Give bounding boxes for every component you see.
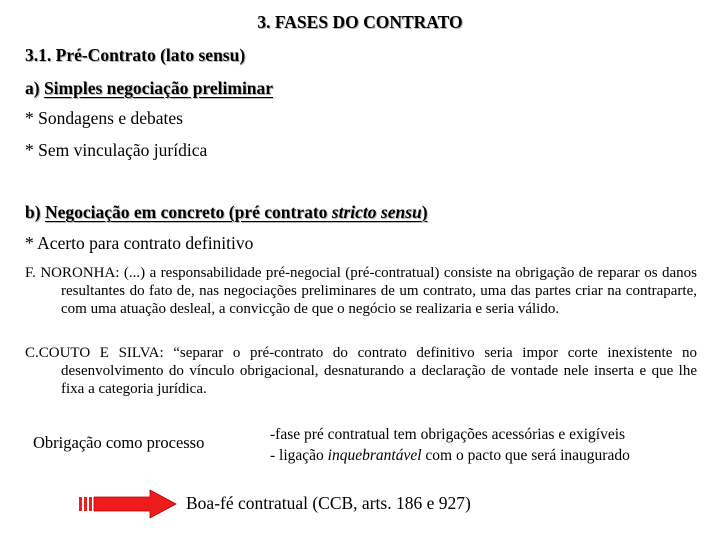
arrow-stripe-2 <box>84 497 87 511</box>
right-arrow-icon <box>78 489 178 519</box>
obrigacao-line-1: -fase pré contratual tem obrigações acessórias e exigíveis <box>270 426 626 443</box>
obrigacao-details <box>270 424 630 466</box>
item-b-title-italic: stricto sensu <box>331 202 422 222</box>
obrigacao-line-2-start: - ligação <box>270 447 328 464</box>
quote-noronha: F. NORONHA: (...) a responsabilidade pré-negocial (pré-contratual) consiste na obrigação de reparar os danos resultantes do fato de, nas negociações preliminares de um contrato, uma das partes criar na contraparte, com uma atuação desleal, a convicção de que o negócio se realizaria e seria válido. <box>25 265 697 317</box>
page-title: 3. FASES DO CONTRATO <box>257 12 463 32</box>
item-b-heading <box>25 202 428 223</box>
obrigacao-line-2-end: com o pacto que será inaugurado <box>421 447 630 464</box>
arrow-body <box>94 490 176 518</box>
boa-fe-text: Boa-fé contratual (CCB, arts. 186 e 927) <box>186 493 471 513</box>
item-a-bullet-2: * Sem vinculação jurídica <box>25 140 208 160</box>
arrow-stripe-3 <box>89 497 92 511</box>
arrow-stripe-1 <box>79 497 82 511</box>
obrigacao-line-2 <box>270 445 630 466</box>
obrigacao-label: Obrigação como processo <box>33 433 205 452</box>
item-a-title: Simples negociação preliminar <box>43 78 274 98</box>
section-heading: 3.1. Pré-Contrato (lato sensu) <box>25 45 246 65</box>
obrigacao-line-2-italic: inquebrantável <box>327 447 422 464</box>
item-b-bullet: * Acerto para contrato definitivo <box>25 233 254 253</box>
item-a-heading <box>25 78 273 99</box>
item-a-label: a) <box>25 78 44 98</box>
item-a-bullet-1: * Sondagens e debates <box>25 108 183 128</box>
item-b-label: b) <box>25 202 45 222</box>
quote-couto: C.COUTO E SILVA: “separar o pré-contrato do contrato definitivo seria impor corte inexistente no desenvolvimento do vínculo obrigacional, desnaturando a declaração de vontade nele inserta e que lhe fixa a categoria jurídica. <box>25 345 697 397</box>
item-b-title-end: ) <box>421 202 428 222</box>
item-b-title <box>45 202 428 222</box>
item-b-title-start: Negociação em concreto (pré contrato <box>44 202 332 222</box>
